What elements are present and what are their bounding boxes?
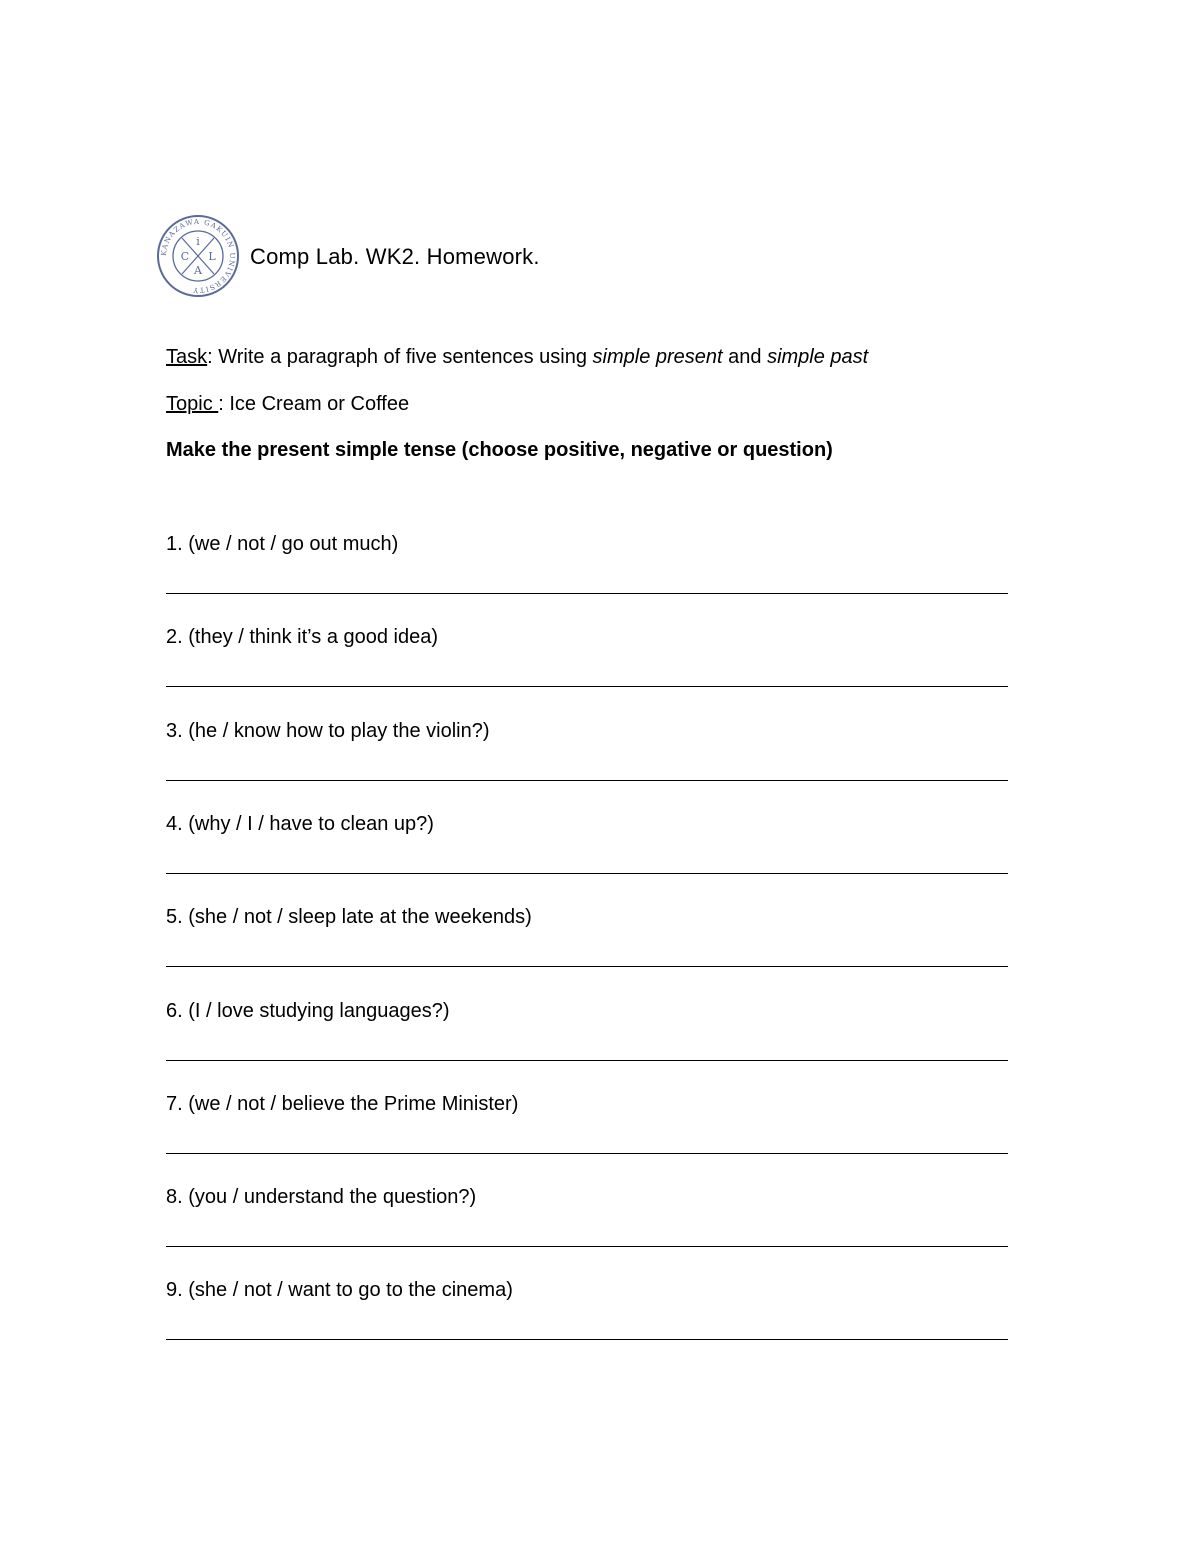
question-number: 2. [166, 626, 183, 649]
question-prompt: (they / think it’s a good idea) [182, 626, 439, 649]
answer-line[interactable] [166, 1339, 1008, 1340]
answer-line[interactable] [166, 966, 1008, 967]
svg-text:C: C [180, 250, 190, 263]
question-prompt: (why / I / have to clean up?) [182, 812, 434, 835]
svg-text:i: i [196, 235, 200, 248]
page-title: Comp Lab. WK2. Homework. [250, 244, 540, 269]
answer-line[interactable] [166, 593, 1008, 594]
task-label: Task [166, 346, 208, 368]
answer-line[interactable] [166, 1060, 1008, 1061]
topic-line [166, 393, 409, 416]
question-item [166, 533, 398, 556]
svg-text:A: A [194, 264, 202, 277]
answer-line[interactable] [166, 873, 1008, 874]
question-number: 3. [166, 719, 183, 742]
question-item [166, 1186, 476, 1209]
question-number: 4. [166, 812, 183, 835]
topic-label: Topic [166, 393, 219, 415]
question-item [166, 1000, 450, 1023]
answer-line[interactable] [166, 780, 1008, 781]
question-prompt: (we / not / go out much) [182, 533, 399, 555]
task-text-and: and [722, 346, 768, 368]
task-italic-simple-present: simple present [592, 346, 723, 368]
question-item [166, 906, 532, 929]
question-prompt: (I / love studying languages?) [182, 999, 450, 1022]
answer-line[interactable] [166, 1153, 1008, 1154]
question-item [166, 1093, 518, 1116]
question-prompt: (you / understand the question?) [182, 1186, 477, 1209]
task-text: : Write a paragraph of five sentences using [207, 346, 593, 368]
question-item [166, 813, 434, 836]
question-prompt: (she / not / sleep late at the weekends) [182, 906, 532, 929]
answer-line[interactable] [166, 686, 1008, 687]
question-prompt: (she / not / want to go to the cinema) [182, 1279, 513, 1302]
svg-text:KANAZAWA GAKUIN UNIVERSITY: KANAZAWA GAKUIN UNIVERSITY [159, 217, 237, 295]
task-line [166, 346, 868, 369]
question-item [166, 1279, 513, 1302]
task-italic-simple-past: simple past [767, 346, 869, 368]
question-number: 7. [166, 1092, 183, 1115]
topic-text: : Ice Cream or Coffee [218, 393, 410, 415]
question-number: 1. [166, 533, 183, 555]
question-prompt: (he / know how to play the violin?) [182, 719, 490, 742]
question-number: 5. [166, 906, 183, 929]
answer-line[interactable] [166, 1246, 1008, 1247]
question-prompt: (we / not / believe the Prime Minister) [182, 1092, 519, 1115]
svg-text:L: L [208, 250, 216, 263]
question-number: 6. [166, 999, 183, 1022]
university-seal-logo [156, 214, 240, 298]
question-item [166, 720, 490, 743]
question-item [166, 626, 438, 649]
question-number: 9. [166, 1279, 183, 1302]
instruction-heading: Make the present simple tense (choose positive, negative or question) [166, 439, 833, 461]
question-number: 8. [166, 1186, 183, 1209]
